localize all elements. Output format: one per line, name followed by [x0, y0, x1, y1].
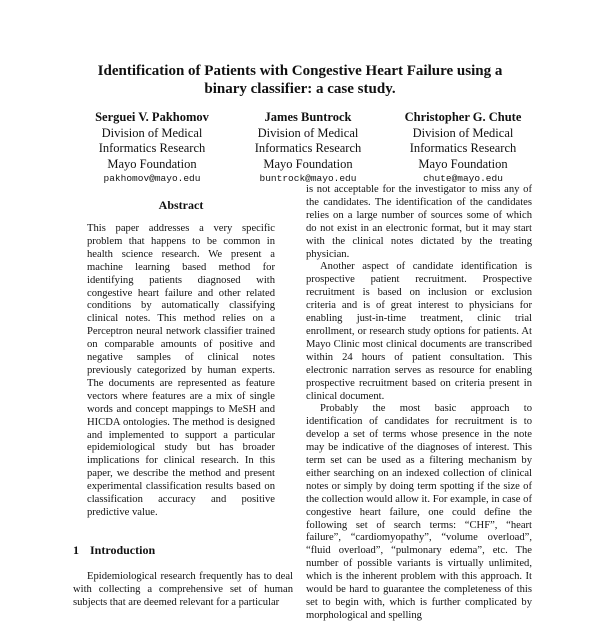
section-title: Introduction [90, 543, 156, 557]
right-paragraph-1: is not acceptable for the investigator to miss any of the candidates. The identification of the candidates relies on a large number of sources some of which do not exist in an electronic format, but it may start with the clinical notes dictated by the treating physician. [306, 184, 532, 260]
author-unit: Informatics Research [254, 141, 362, 155]
right-paragraph-3: Probably the most basic approach to identification of candidates for recruitment is to develop a set of terms whose presence in the note may be indicative of the diagnoses of interest. This term set can be used as a filtering mechanism by either searching on an indexed collection of clinical notes or simply by doing term spotting if the size of the collection would allow it. For example, in case of congestive heart failure, one could define the following set of search terms: “CHF”, “heart failure”, “cardiomyopathy”, “volume overload”, “fluid overload”, “pulmonary edema”, etc. The number of possible variants is virtually unlimited, which is the inherent problem with this approach. It would be hard to guarantee the completeness of this set to begin with, which is further complicated by morphological and spelling [306, 403, 532, 621]
author-email[interactable]: chute@mayo.edu [423, 173, 503, 184]
abstract-text: This paper addresses a very specific problem that happens to be common in health science research. We present a machine learning based method for identifying patients diagnosed with congestive heart failure and other related conditions by automatically classifying clinical notes. This method relies on a Perceptron neural network classifier trained on comparable amounts of positive and negative samples of clinical notes previously categorized by human experts. The documents are represented as feature vectors where features are a mix of single words and concept mappings to MeSH and HICDA ontologies. The method is designed and implemented to support a particular epidemiological study but has broader implications for clinical research. In this paper, we describe the method and present experimental classification results based on classification accuracy and positive predictive value. [87, 223, 275, 518]
title-line-2: binary classifier: a case study. [204, 81, 396, 97]
abstract-heading: Abstract [158, 198, 204, 212]
author-email[interactable]: pakhomov@mayo.edu [103, 173, 201, 184]
author-dept: Division of Medical [101, 125, 203, 140]
author-unit: Informatics Research [98, 141, 206, 155]
author-dept: Division of Medical [412, 125, 514, 140]
author-block-2 [228, 110, 388, 186]
author-block-1 [72, 110, 232, 186]
author-unit: Informatics Research [409, 141, 517, 155]
author-org: Mayo Foundation [107, 156, 197, 171]
author-dept: Division of Medical [257, 125, 359, 140]
author-org: Mayo Foundation [418, 156, 508, 171]
author-email[interactable]: buntrock@mayo.edu [259, 173, 357, 184]
author-name: James Buntrock [264, 110, 352, 124]
author-org: Mayo Foundation [263, 156, 353, 171]
author-block-3 [383, 110, 543, 186]
paper-title [60, 62, 540, 98]
author-name: Serguei V. Pakhomov [95, 110, 209, 124]
title-line-1: Identification of Patients with Congestive Heart Failure using a [97, 63, 503, 79]
right-paragraph-2: Another aspect of candidate identification is prospective patient recruitment. Prospective recruitment is based on inclusion or exclusion criteria and is of great interest to physicians for enabling just-in-time treatment, clinic trial enrollment, or research study options for patients. At Mayo Clinic most clinical documents are transcribed within 24 hours of patient consultation. This electronic narration serves as resource for enabling prospective recruitment based on criteria present in clinical document. [306, 261, 532, 402]
author-name: Christopher G. Chute [404, 110, 522, 124]
right-column [306, 184, 532, 623]
section-number: 1 [73, 543, 79, 557]
section-heading-introduction [73, 543, 283, 558]
introduction-text: Epidemiological research frequently has to deal with collecting a comprehensive set of human subjects that are deemed relevant for a particular [73, 571, 293, 608]
